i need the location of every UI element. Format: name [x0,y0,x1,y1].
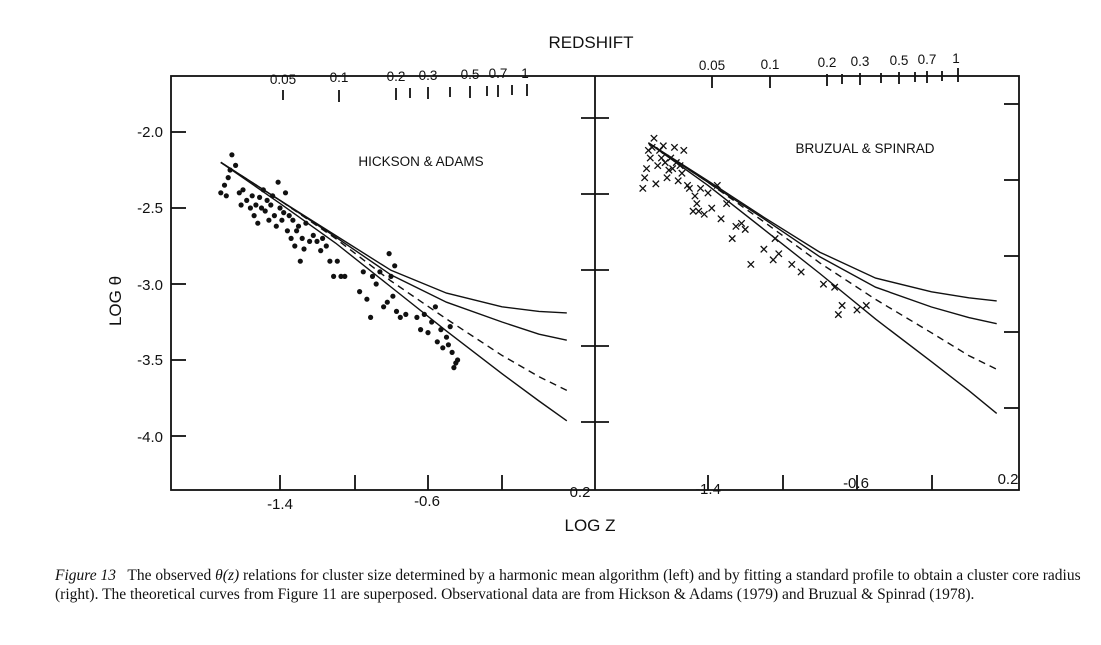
data-point-dot [385,300,390,305]
bottom-axis-title: LOG Z [564,516,616,535]
data-point-dot [296,224,301,229]
data-point-dot [435,339,440,344]
data-point-dot [290,218,295,223]
panel-right-title: BRUZUAL & SPINRAD [795,141,935,156]
caption-theta: θ(z) [215,567,240,584]
data-point-dot [440,345,445,350]
data-point-cross [697,185,703,191]
data-point-dot [233,163,238,168]
data-point-cross [863,302,869,308]
theory-curve-0-0 [221,162,567,420]
data-point-dot [276,180,281,185]
data-point-dot [257,195,262,200]
data-point-dot [303,221,308,226]
data-point-dot [444,335,449,340]
data-point-cross [681,147,687,153]
data-point-dot [279,218,284,223]
data-point-dot [244,198,249,203]
data-point-dot [307,239,312,244]
data-point-dot [446,342,451,347]
data-point-cross [709,205,715,211]
redshift-tick-label: 0.2 [386,69,406,84]
data-point-cross [772,235,778,241]
data-point-dot [314,239,319,244]
y-axis-title: LOG θ [106,275,125,327]
y-tick-label: -4.0 [137,429,163,446]
data-point-cross [690,208,696,214]
redshift-tick-label: 0.1 [329,70,349,85]
data-point-dot [287,213,292,218]
data-point-dot [266,218,271,223]
data-point-dot [377,269,382,274]
data-point-cross [748,261,754,267]
data-point-dot [381,304,386,309]
data-point-dot [272,213,277,218]
data-point-cross [671,144,677,150]
data-point-dot [277,205,282,210]
data-point-dot [425,330,430,335]
data-point-dot [392,263,397,268]
x-tick-label: 0.2 [997,471,1019,488]
data-point-dot [248,205,253,210]
redshift-tick-label: 0.7 [917,52,937,67]
caption-figure-label: Figure 13 [55,567,116,584]
data-point-dot [342,274,347,279]
data-point-dot [222,183,227,188]
data-point-dot [298,259,303,264]
data-point-dot [300,236,305,241]
redshift-tick-label: 0.3 [850,54,870,69]
data-point-cross [647,155,653,161]
data-point-cross [761,246,767,252]
theory-curve-0-2 [221,162,567,340]
data-point-cross [820,281,826,287]
panel-left-title: HICKSON & ADAMS [358,154,484,169]
theory-curve-1-3 [648,143,996,301]
data-point-dot [370,274,375,279]
data-point-dot [268,202,273,207]
figure-caption [55,566,1085,604]
data-point-cross [686,185,692,191]
data-point-cross [789,261,795,267]
data-point-dot [418,327,423,332]
y-tick-label: -3.0 [137,277,163,294]
data-point-dot [229,152,234,157]
data-point-dot [218,190,223,195]
data-point-dot [403,312,408,317]
data-point-dot [228,167,233,172]
data-point-cross [718,216,724,222]
data-point-cross [839,302,845,308]
data-point-cross [660,143,666,149]
data-point-dot [394,309,399,314]
data-point-cross [653,181,659,187]
data-point-dot [368,315,373,320]
data-point-dot [292,243,297,248]
redshift-tick-label: 1 [952,51,960,66]
data-point-cross [643,165,649,171]
theory-curve-1-2 [648,143,996,324]
data-point-dot [265,198,270,203]
data-point-dot [324,243,329,248]
data-point-cross [692,193,698,199]
top-axis-title: REDSHIFT [548,33,634,52]
data-point-dot [451,365,456,370]
data-point-dot [374,281,379,286]
redshift-tick-label: 0.05 [269,72,297,87]
redshift-tick-label: 1 [521,66,529,81]
y-tick-label: -3.5 [137,352,163,369]
x-tick-label: 0.2 [569,484,591,501]
data-point-dot [398,315,403,320]
data-point-cross [776,251,782,257]
data-point-dot [361,269,366,274]
data-point-dot [239,202,244,207]
data-point-dot [388,274,393,279]
data-point-dot [252,213,257,218]
data-point-cross [662,159,668,165]
data-point-dot [283,190,288,195]
data-point-dot [250,193,255,198]
data-point-cross [770,257,776,263]
data-point-cross [723,200,729,206]
data-point-dot [433,304,438,309]
y-tick-label: -2.0 [137,124,163,141]
theory-curve-0-3 [221,162,567,313]
data-point-cross [798,269,804,275]
data-point-cross [655,162,661,168]
x-tick-label: -0.6 [843,475,869,492]
data-point-dot [270,193,275,198]
y-tick-label: -2.5 [137,200,163,217]
data-point-cross [651,135,657,141]
redshift-tick-label: 0.5 [889,53,909,68]
data-point-cross [664,175,670,181]
redshift-tick-label: 0.5 [460,67,480,82]
caption-text-start: The observed [127,567,216,584]
data-point-dot [253,202,258,207]
redshift-tick-label: 0.1 [760,57,780,72]
theory-curve-1-0 [648,143,996,414]
data-point-dot [414,315,419,320]
data-point-dot [255,221,260,226]
x-tick-label: -1.4 [695,481,721,498]
data-point-dot [281,210,286,215]
data-point-dot [331,274,336,279]
data-point-dot [240,187,245,192]
data-point-cross [835,311,841,317]
redshift-tick-label: 0.3 [418,68,438,83]
data-point-dot [289,236,294,241]
caption-text-rest: relations for cluster size determined by a harmonic mean algorithm (left) and by fitting a standard profile to obtain a cluster core radius (right). The theoretical curves from Figure 11 are superposed. Observational data are from Hickson & Adams (1979) and Bruzual & Spinrad (1978). [55,567,1081,603]
data-point-cross [694,200,700,206]
data-point-dot [318,248,323,253]
data-point-dot [327,259,332,264]
data-point-cross [742,226,748,232]
data-point-cross [854,307,860,313]
data-point-dot [455,357,460,362]
data-point-cross [675,178,681,184]
data-point-dot [263,208,268,213]
data-point-dot [311,233,316,238]
data-point-dot [438,327,443,332]
redshift-tick-label: 0.05 [698,58,726,73]
data-point-dot [390,294,395,299]
data-point-dot [224,193,229,198]
data-point-dot [226,175,231,180]
data-point-dot [364,297,369,302]
data-point-dot [422,312,427,317]
data-point-dot [274,224,279,229]
x-tick-label: -0.6 [414,493,440,510]
data-point-cross [641,175,647,181]
data-point-dot [429,319,434,324]
data-point-dot [357,289,362,294]
data-point-dot [450,350,455,355]
data-marks [218,135,997,421]
data-point-cross [679,170,685,176]
x-tick-label: -1.4 [267,496,293,513]
redshift-tick-label: 0.2 [817,55,837,70]
data-point-dot [294,228,299,233]
data-point-dot [301,246,306,251]
data-point-dot [285,228,290,233]
data-point-dot [320,236,325,241]
redshift-tick-label: 0.7 [488,66,508,81]
data-point-dot [335,259,340,264]
data-point-dot [387,251,392,256]
data-point-cross [729,235,735,241]
data-point-dot [261,187,266,192]
data-point-dot [448,324,453,329]
data-point-cross [640,185,646,191]
data-point-cross [705,190,711,196]
